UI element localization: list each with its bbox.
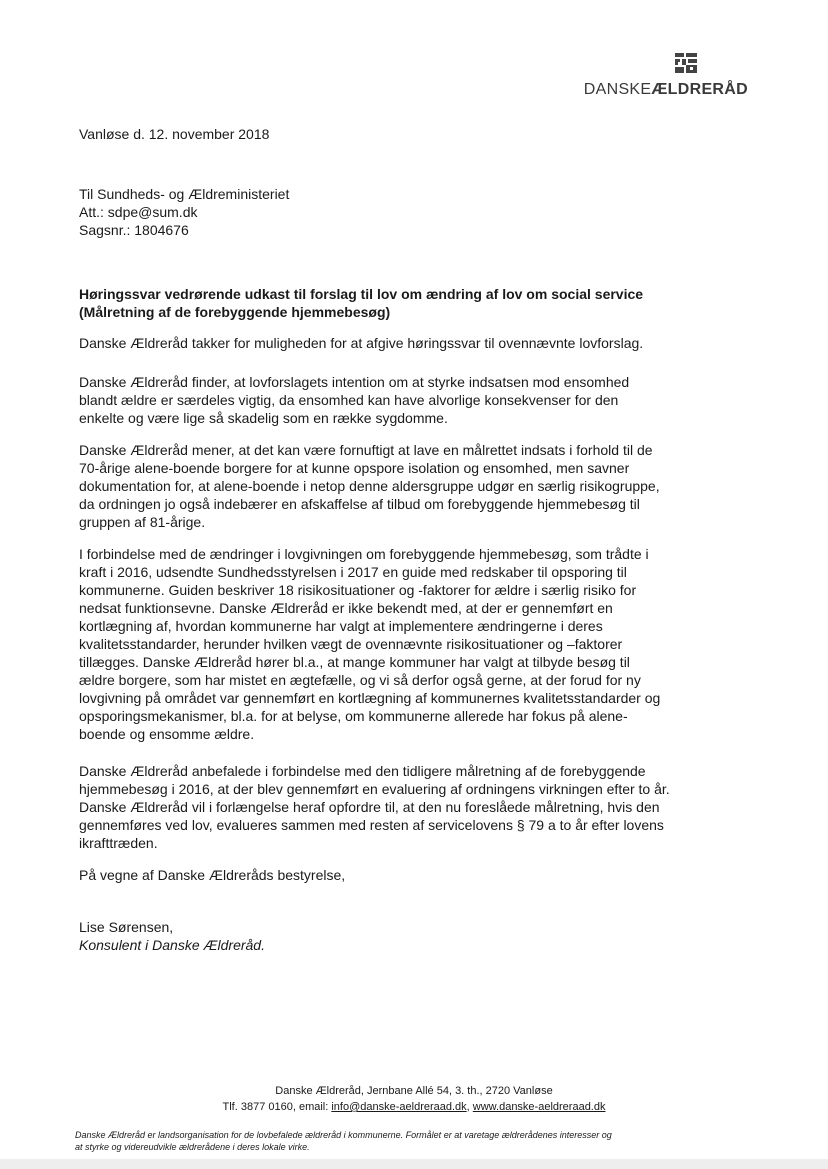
logo-name-bold: ÆLDRERÅD bbox=[651, 81, 748, 98]
paragraph-4-line: nedsat funktionsevne. Danske Ældreråd er ikke bekendt med, at der er gennemført en bbox=[79, 600, 613, 616]
paragraph-5 bbox=[79, 762, 670, 852]
paragraph-3 bbox=[79, 441, 660, 531]
footer-separator: , bbox=[466, 1101, 473, 1113]
paragraph-4-line: kvalitetsstandarder, herunder hvilken vægt de ovennævnte risikosituationer og –faktorer bbox=[79, 636, 623, 652]
paragraph-5-line: Danske Ældreråd anbefalede i forbindelse med den tidligere målretning af de forebyggende bbox=[79, 763, 646, 779]
paragraph-5-line: ikrafttræden. bbox=[79, 835, 158, 851]
recipient-line-2: Att.: sdpe@sum.dk bbox=[79, 204, 198, 220]
footer-note-line-2: at styrke og videreudvikle ældrerådene i deres lokale virke. bbox=[75, 1142, 310, 1152]
paragraph-3-line: da ordningen jo også indebærer en afskaffelse af tilbud om forebyggende hjemmebesøg til bbox=[79, 496, 640, 512]
footer-email-link[interactable]: info@danske-aeldreraad.dk bbox=[331, 1101, 467, 1113]
closing-text: På vegne af Danske Ældreråds bestyrelse, bbox=[79, 867, 346, 883]
paragraph-2-line: enkelte og være lige så skadelig som en række sygdomme. bbox=[79, 410, 448, 426]
title-line-1: Høringssvar vedrørende udkast til forslag til lov om ændring af lov om social service bbox=[79, 286, 644, 302]
paragraph-4-line: tillægges. Danske Ældreråd hører bl.a., at mange kommuner har valgt at tilbyde besøg til bbox=[79, 654, 630, 670]
recipient-line-3: Sagsnr.: 1804676 bbox=[79, 222, 189, 238]
logo-name-regular: DANSKE bbox=[583, 81, 652, 98]
paragraph-4-line: kraft i 2016, udsendte Sundhedsstyrelsen i 2017 en guide med redskaber til opsporing til bbox=[79, 564, 627, 580]
paragraph-4-line: boende og ensomme ældre. bbox=[79, 726, 255, 742]
footer-phone-line bbox=[0, 1099, 828, 1115]
paragraph-5-line: gennemføres ved lov, evalueres sammen med resten af servicelovens § 79 a to år efter lovens bbox=[79, 817, 664, 833]
paragraph-1 bbox=[79, 334, 643, 352]
recipient-line-1: Til Sundheds- og Ældreministeriet bbox=[79, 186, 290, 202]
footer-note-line-1: Danske Ældreråd er landsorganisation for de lovbefalede ældreråd i kommunerne. Formålet er at varetage ældrerådenes interesser og bbox=[75, 1130, 612, 1140]
organization-logo bbox=[578, 52, 748, 99]
paragraph-2 bbox=[79, 373, 629, 427]
signature-block bbox=[79, 918, 265, 954]
paragraph-5-line: hjemmebesøg i 2016, at der blev gennemført en evaluering af ordningens virkningen efter to år. bbox=[79, 781, 670, 797]
footer-phone: Tlf. 3877 0160, email: bbox=[222, 1101, 332, 1113]
footer-note bbox=[75, 1129, 755, 1153]
paragraph-4-line: lovgivning på området var gennemført en kortlægning af kommunernes kvalitetsstandarder og bbox=[79, 690, 661, 706]
footer-contact bbox=[0, 1083, 828, 1115]
signature-role: Konsulent i Danske Ældreråd. bbox=[79, 937, 265, 953]
paragraph-3-line: gruppen af 81-årige. bbox=[79, 514, 206, 530]
paragraph-2-line: Danske Ældreråd finder, at lovforslagets intention om at styrke indsatsen mod ensomhed bbox=[79, 374, 630, 390]
closing-line bbox=[79, 866, 345, 884]
paragraph-3-line: 70-årige alene-boende borgere for at kunne opspore isolation og ensomhed, men savner bbox=[79, 460, 630, 476]
signature-name: Lise Sørensen, bbox=[79, 919, 174, 935]
paragraph-4-line: I forbindelse med de ændringer i lovgivningen om forebyggende hjemmebesøg, som trådte i bbox=[79, 546, 649, 562]
paragraph-4-line: kortlægning af, hvordan kommunerne har valgt at implementere ændringerne i deres bbox=[79, 618, 603, 634]
paragraph-4-line: kommunerne. Guiden beskriver 18 risikosituationer og -faktorer for ældre i særlig risiko for bbox=[79, 582, 637, 598]
paragraph-4-line: opsporingsmekanismer, bl.a. for at belyse, om kommunerne allerede har fokus på alene- bbox=[79, 708, 628, 724]
paragraph-4-line: ældre borgere, som har mistet en ægtefælle, og vi så derfor også gerne, at der forud for ny bbox=[79, 672, 641, 688]
paragraph-4 bbox=[79, 545, 660, 743]
paragraph-3-line: dokumentation for, at alene-boende i netop denne aldersgruppe udgør en særlig risikogruppe, bbox=[79, 478, 660, 494]
footer-website-link[interactable]: www.danske-aeldreraad.dk bbox=[472, 1101, 606, 1113]
page-bottom-shade bbox=[0, 1159, 828, 1169]
paragraph-2-line: blandt ældre er særdeles vigtig, da ensomhed kan have alvorlige konsekvenser for den bbox=[79, 392, 619, 408]
paragraph-5-line: Danske Ældreråd vil i forlængelse heraf opfordre til, at den nu foreslåede målretning, hvis den bbox=[79, 799, 660, 815]
recipient-block bbox=[79, 185, 289, 239]
document-title bbox=[79, 285, 643, 321]
date-text: Vanløse d. 12. november 2018 bbox=[79, 126, 270, 142]
house-logo-icon bbox=[674, 52, 698, 79]
date-line bbox=[79, 125, 269, 143]
title-line-2: (Målretning af de forebyggende hjemmebesøg) bbox=[79, 304, 391, 320]
logo-wordmark bbox=[578, 81, 748, 99]
footer-address: Danske Ældreråd, Jernbane Allé 54, 3. th., 2720 Vanløse bbox=[275, 1085, 553, 1097]
paragraph-1-text: Danske Ældreråd takker for muligheden for at afgive høringssvar til ovennævnte lovforslag. bbox=[79, 335, 644, 351]
paragraph-3-line: Danske Ældreråd mener, at det kan være fornuftigt at lave en målrettet indsats i forhold til de bbox=[79, 442, 653, 458]
